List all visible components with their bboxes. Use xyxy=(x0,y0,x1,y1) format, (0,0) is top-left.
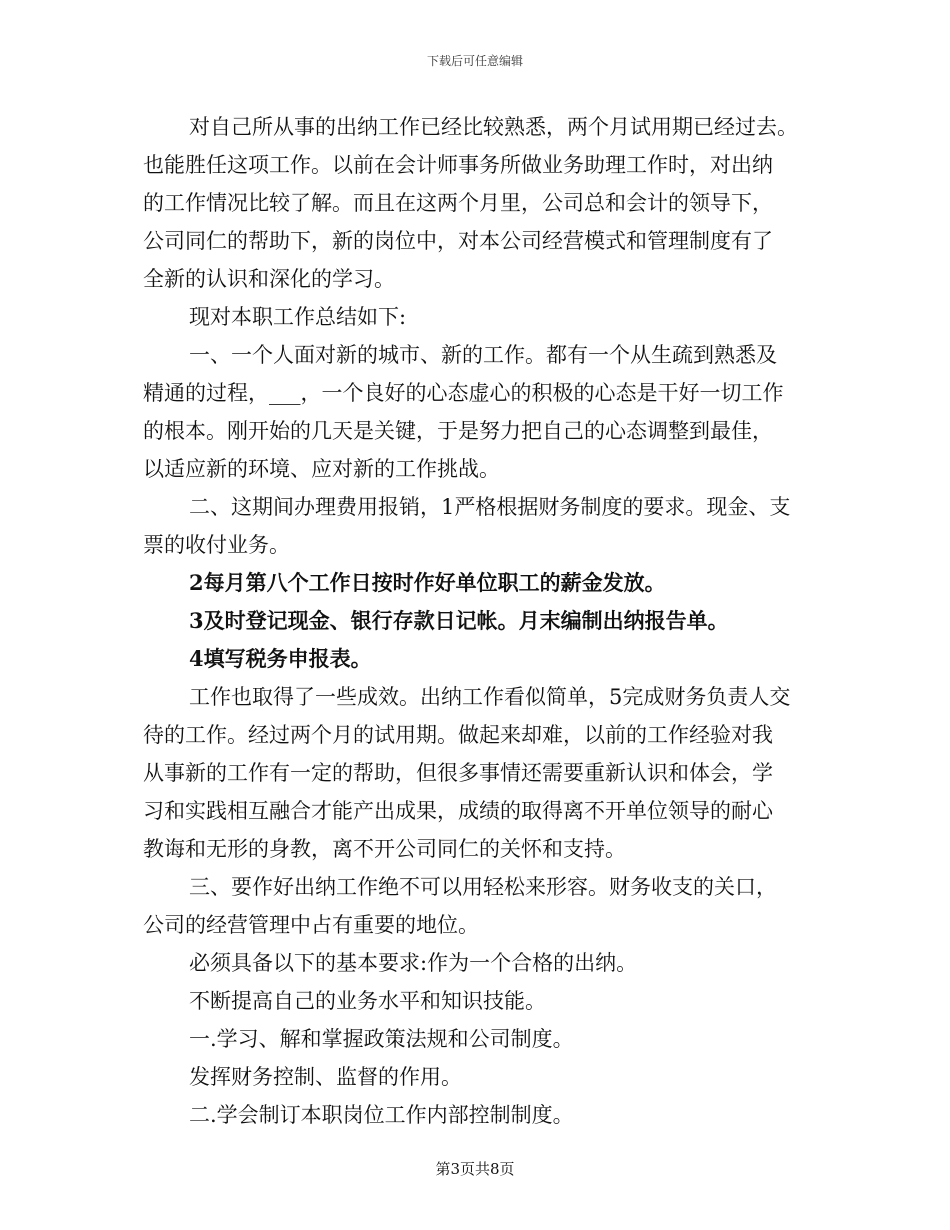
page-footer: 第3页共8页 xyxy=(435,1160,515,1178)
text-line: 现对本职工作总结如下: xyxy=(189,305,407,329)
text-line: 公司的经营管理中占有重要的地位。 xyxy=(143,913,479,937)
text-line: 精通的过程，___，一个良好的心态虚心的积极的心态是干好一切工作 xyxy=(143,381,784,405)
text-line: 也能胜任这项工作。以前在会计师事务所做业务助理工作时，对出纳 xyxy=(143,153,773,177)
text-line: 发挥财务控制、监督的作用。 xyxy=(189,1065,462,1089)
document-body xyxy=(143,108,818,1134)
text-line: 对自己所从事的出纳工作已经比较熟悉，两个月试用期已经过去。 xyxy=(189,115,798,139)
text-line: 习和实践相互融合才能产出成果，成绩的取得离不开单位领导的耐心 xyxy=(143,799,773,823)
text-line: 待的工作。经过两个月的试用期。做起来却难，以前的工作经验对我 xyxy=(143,723,773,747)
text-line: 4填写税务申报表。 xyxy=(189,646,372,671)
text-line: 二.学会制订本职岗位工作内部控制制度。 xyxy=(189,1103,574,1127)
text-line: 的根本。刚开始的几天是关键，于是努力把自己的心态调整到最佳， xyxy=(143,419,773,443)
text-line: 公司同仁的帮助下，新的岗位中，对本公司经营模式和管理制度有了 xyxy=(143,229,773,253)
text-line: 一.学习、解和掌握政策法规和公司制度。 xyxy=(189,1027,574,1051)
page-header: 下载后可任意编辑 xyxy=(426,54,523,68)
text-line: 2每月第八个工作日按时作好单位职工的薪金发放。 xyxy=(189,570,666,595)
text-line: 一、一个人面对新的城市、新的工作。都有一个从生疏到熟悉及 xyxy=(189,343,777,367)
text-line: 全新的认识和深化的学习。 xyxy=(143,267,395,291)
text-line: 必须具备以下的基本要求:作为一个合格的出纳。 xyxy=(189,951,638,975)
text-line: 二、这期间办理费用报销，1严格根据财务制度的要求。现金、支 xyxy=(189,495,791,519)
text-line: 票的收付业务。 xyxy=(143,533,290,557)
text-line: 以适应新的环境、应对新的工作挑战。 xyxy=(143,457,500,481)
text-line: 三、要作好出纳工作绝不可以用轻松来形容。财务收支的关口， xyxy=(189,875,777,899)
text-line: 教诲和无形的身教，离不开公司同仁的关怀和支持。 xyxy=(143,837,626,861)
text-line: 从事新的工作有一定的帮助，但很多事情还需要重新认识和体会，学 xyxy=(143,761,773,785)
text-line: 的工作情况比较了解。而且在这两个月里，公司总和会计的领导下， xyxy=(143,191,773,215)
text-line: 3及时登记现金、银行存款日记帐。月末编制出纳报告单。 xyxy=(189,608,729,633)
text-line: 工作也取得了一些成效。出纳工作看似简单，5完成财务负责人交 xyxy=(189,685,791,709)
text-line: 不断提高自己的业务水平和知识技能。 xyxy=(189,989,546,1013)
